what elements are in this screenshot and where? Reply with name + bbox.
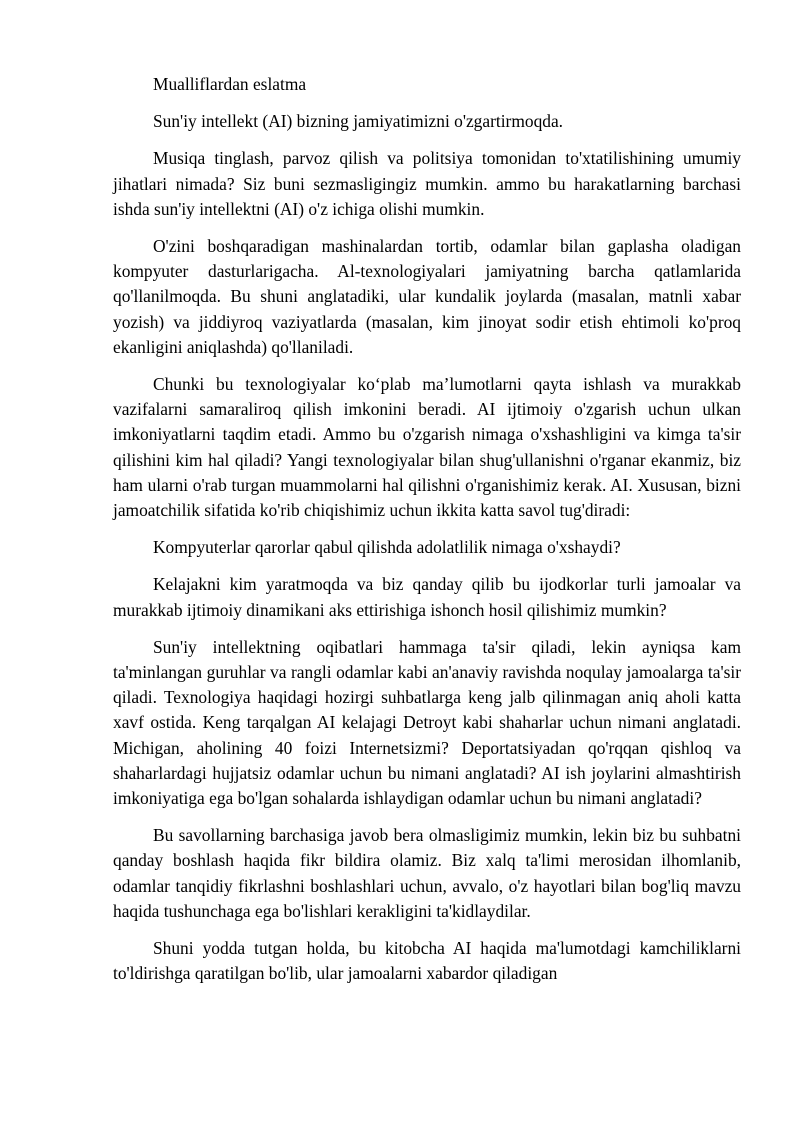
paragraph-continued: Shuni yodda tutgan holda, bu kitobcha AI haqida ma'lumotdagi kamchiliklarni to'ldirishga qaratilgan bo'lib, ular jamoalarni xabardor qiladigan [113,938,741,984]
paragraph: Sun'iy intellektning oqibatlari hammaga ta'sir qiladi, lekin ayniqsa kam ta'minlangan guruhlar va rangli odamlar kabi an'anaviy ravishda noqulay jamoalarga ta'sir qiladi. Texnologiya haqidagi hozirgi suhbatlarga keng jalb qilinmagan aniq aholi katta xavf ostida. Keng tarqalgan AI kelajagi Detroyt kabi shaharlar uchun nimani anglatadi. Michigan, aholining 40 foizi Internetsizmi? Deportatsiyadan qo'rqqan qishloq va shaharlardagi hujjatsiz odamlar uchun bu nimani anglatadi? AI ish joylarini almashtirish imkoniyatiga ega bo'lgan sohalarda ishlaydigan odamlar uchun bu nimani anglatadi? [113,636,741,809]
paragraph: Bu savollarning barchasiga javob bera olmasligimiz mumkin, lekin biz bu suhbatni qanday boshlash haqida fikr bildira olamiz. Biz xalq ta'limi merosidan ilhomlanib, odamlar tanqidiy fikrlashni boshlashlari uchun, avvalo, o'z hayotlari bilan bog'liq mavzu haqida tushunchaga ega bo'lishlari kerakligini ta'kidlaydilar. [113,825,741,921]
document-heading: Mualliflardan eslatma [153,74,307,94]
paragraph: Chunki bu texnologiyalar ko‘plab ma’lumotlarni qayta ishlash va murakkab vazifalarni samaraliroq qilish imkonini beradi. AI ijtimoiy o'zgarish uchun ulkan imkoniyatlarni taqdim etadi. Ammo bu o'zgarish nimaga o'xshashligini va kimga ta'sir qilishini kim hal qiladi? Yangi texnologiyalar bilan shug'ullanishni o'rganar ekanmiz, biz ham ularni o'rab turgan muammolarni hal qilishni o'rganishimiz kerak. AI. Xususan, bizni jamoatchilik sifatida ko'rib chiqishimiz uchun ikkita katta savol tug'diradi: [113,374,741,521]
question-creators: Kelajakni kim yaratmoqda va biz qanday qilib bu ijodkorlar turli jamoalar va murakkab ijtimoiy dinamikani aks ettirishiga ishonch hosil qilishimiz mumkin? [113,574,741,620]
paragraph: Musiqa tinglash, parvoz qilish va politsiya tomonidan to'xtatilishining umumiy jihatlari nimada? Siz buni sezmasligingiz mumkin. ammo bu harakatlarning barchasi ishda sun'iy intellektni (AI) o'z ichiga olishi mumkin. [113,148,741,219]
paragraph: O'zini boshqaradigan mashinalardan tortib, odamlar bilan gaplasha oladigan kompyuter dasturlarigacha. Al-texnologiyalari jamiyatning barcha qatlamlarida qo'llanilmoqda. Bu shuni anglatadiki, ular kundalik joylarda (masalan, matnli xabar yozish) va jiddiyroq vaziyatlarda (masalan, kim jinoyat sodir etish ehtimoli ko'proq ekanligini aniqlashda) qo'llaniladi. [113,236,741,357]
question-fairness: Kompyuterlar qarorlar qabul qilishda adolatlilik nimaga o'xshaydi? [153,537,621,558]
paragraph-intro: Sun'iy intellekt (AI) bizning jamiyatimizni o'zgartirmoqda. [153,111,564,132]
document-page [113,72,741,999]
